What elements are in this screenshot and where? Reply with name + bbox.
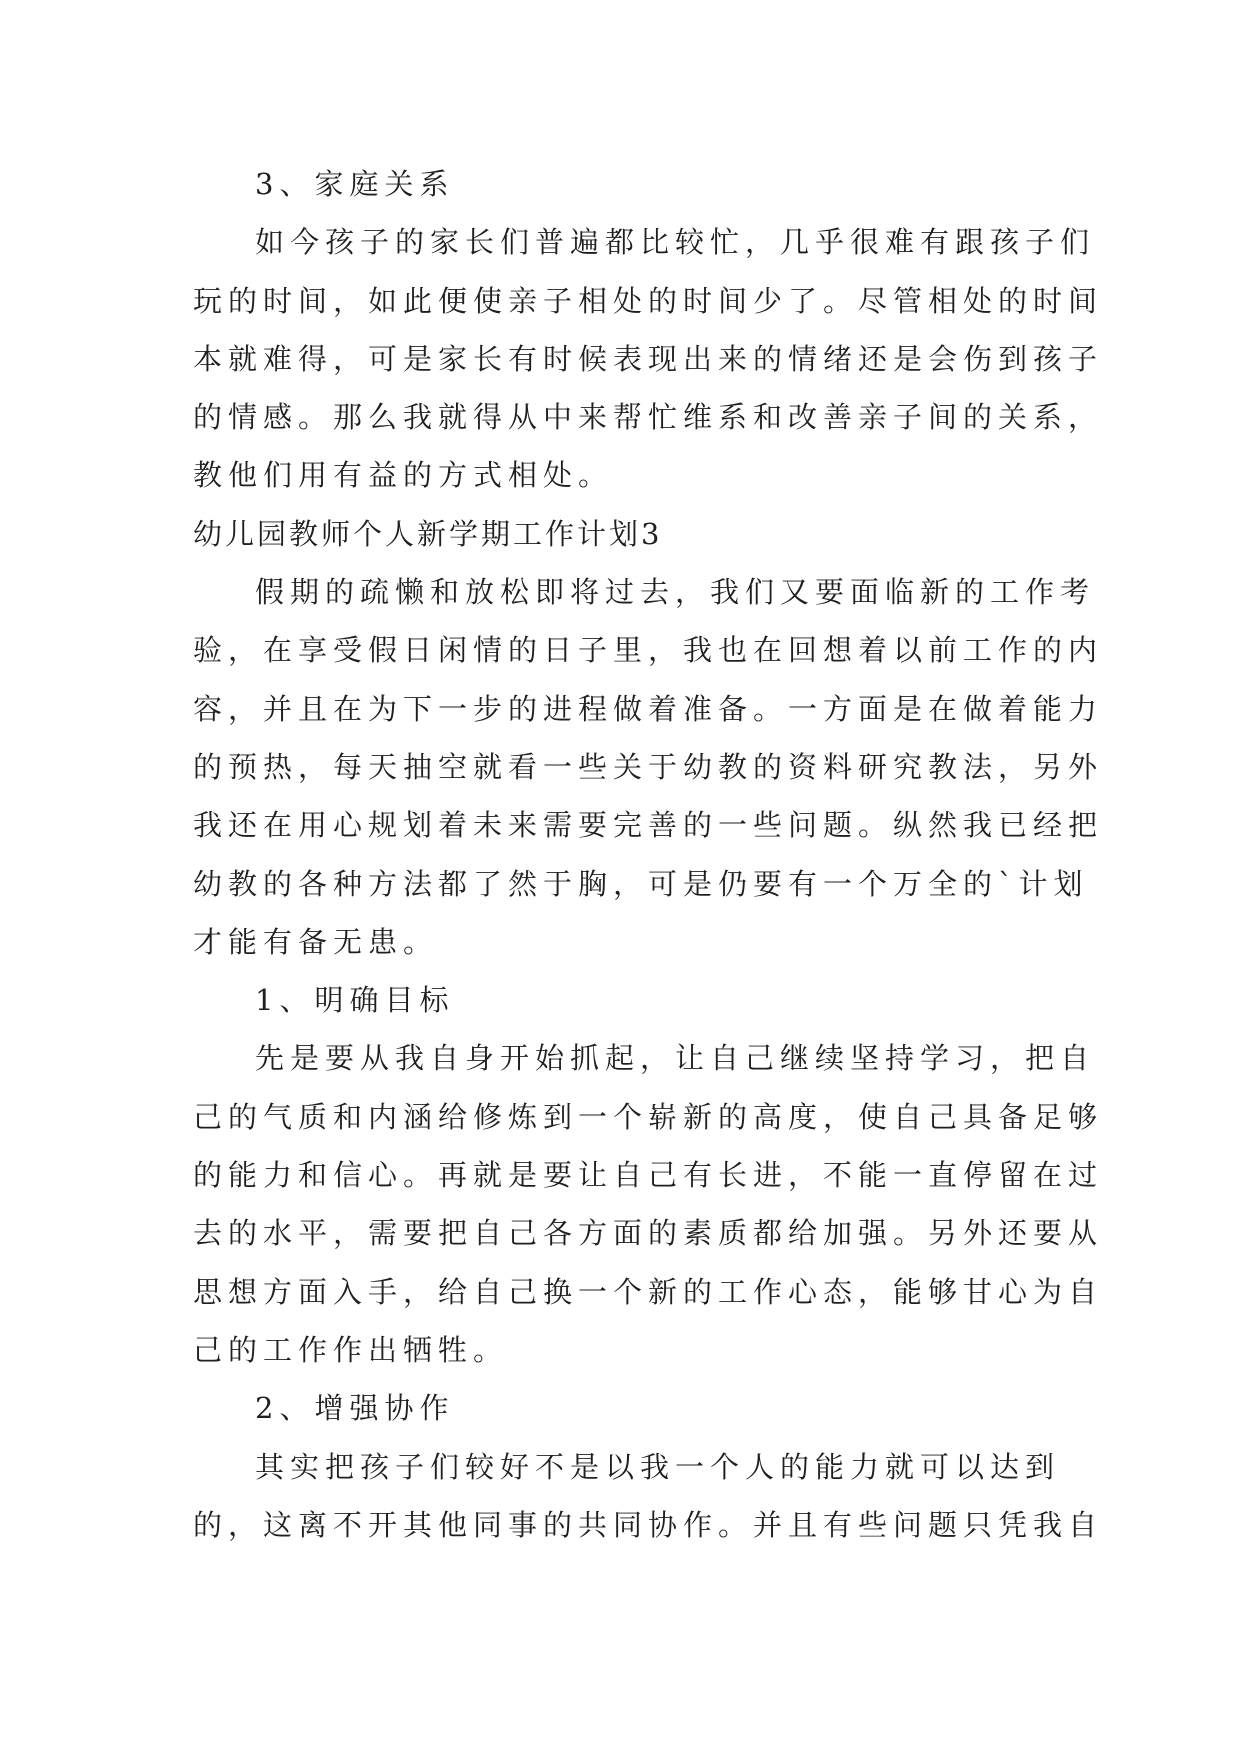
paragraph-line: 的能力和信心。再就是要让自己有长进，不能一直停留在过 xyxy=(193,1158,1104,1193)
paragraph-line: 的预热，每天抽空就看一些关于幼教的资料研究教法，另外 xyxy=(193,749,1104,784)
document-page xyxy=(193,155,1104,1554)
paragraph-line: 己的气质和内涵给修炼到一个崭新的高度，使自己具备足够 xyxy=(193,1099,1104,1134)
paragraph-line: 的，这离不开其他同事的共同协作。并且有些问题只凭我自 xyxy=(193,1507,1104,1542)
paragraph-line: 验，在享受假日闲情的日子里，我也在回想着以前工作的内 xyxy=(193,633,1104,668)
paragraph-line: 假期的疏懒和放松即将过去，我们又要面临新的工作考 xyxy=(255,575,1096,610)
document-title-plan-3: 幼儿园教师个人新学期工作计划3 xyxy=(193,516,663,551)
section-heading-strengthen-cooperation: 2、增强协作 xyxy=(255,1391,455,1426)
paragraph-line: 己的工作作出牺牲。 xyxy=(193,1332,509,1367)
paragraph-line: 先是要从我自身开始抓起，让自己继续坚持学习，把自 xyxy=(255,1041,1096,1076)
paragraph-line: 玩的时间，如此便使亲子相处的时间少了。尽管相处的时间 xyxy=(193,283,1104,318)
paragraph-line: 思想方面入手，给自己换一个新的工作心态，能够甘心为自 xyxy=(193,1274,1104,1309)
paragraph-line: 本就难得，可是家长有时候表现出来的情绪还是会伤到孩子 xyxy=(193,341,1104,376)
paragraph-line: 去的水平，需要把自己各方面的素质都给加强。另外还要从 xyxy=(193,1216,1104,1251)
paragraph-line: 其实把孩子们较好不是以我一个人的能力就可以达到 xyxy=(255,1449,1061,1484)
paragraph-line: 容，并且在为下一步的进程做着准备。一方面是在做着能力 xyxy=(193,691,1104,726)
section-heading-clear-goals: 1、明确目标 xyxy=(255,983,455,1018)
paragraph-line: 的情感。那么我就得从中来帮忙维系和改善亲子间的关系， xyxy=(193,400,1104,435)
section-heading-family-relations: 3、家庭关系 xyxy=(255,167,455,201)
paragraph-line: 才能有备无患。 xyxy=(193,924,439,959)
paragraph-line: 教他们用有益的方式相处。 xyxy=(193,458,614,493)
paragraph-line: 我还在用心规划着未来需要完善的一些问题。纵然我已经把 xyxy=(193,808,1104,843)
paragraph-line: 幼教的各种方法都了然于胸，可是仍要有一个万全的`计划 xyxy=(193,866,1089,901)
paragraph-line: 如今孩子的家长们普遍都比较忙，几乎很难有跟孩子们 xyxy=(255,225,1096,260)
